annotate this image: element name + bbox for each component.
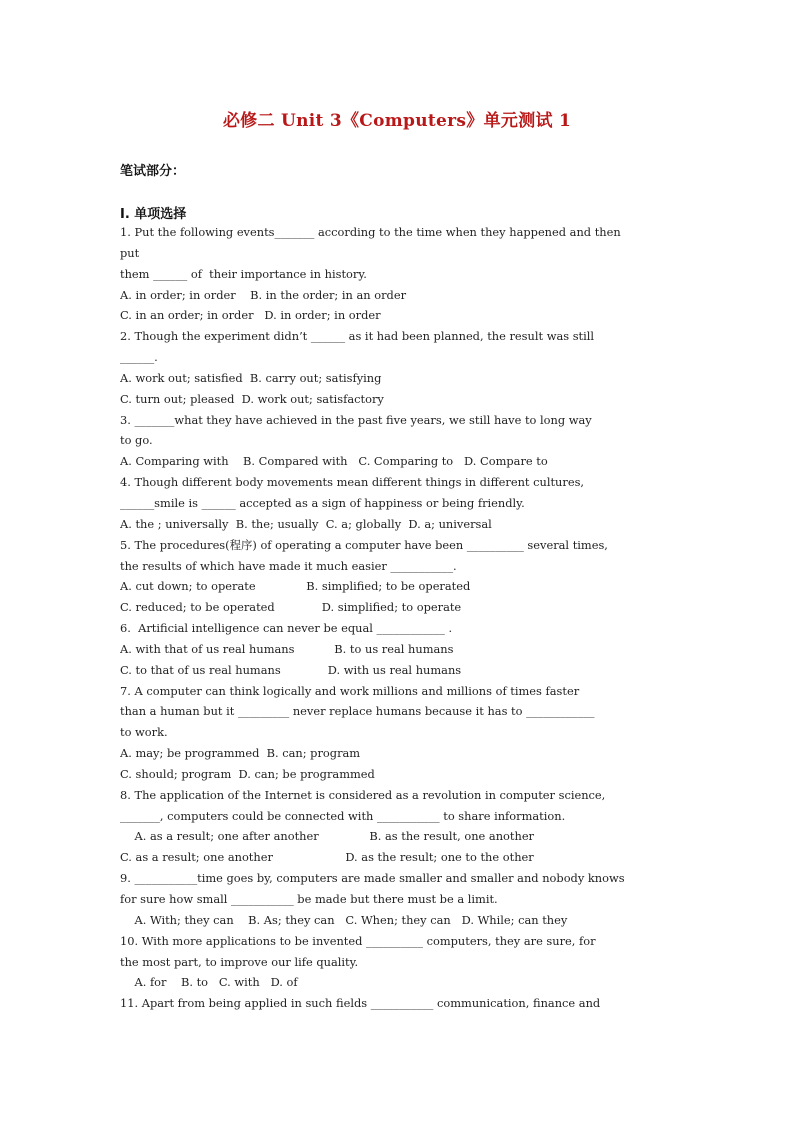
text-line: 7. A computer can think logically and work millions and millions of times faster bbox=[120, 683, 580, 698]
text-line: ______. bbox=[120, 350, 158, 365]
text-line: A. as a result; one after another B. as the result, one another bbox=[120, 829, 535, 844]
text-line: A. with that of us real humans B. to us real humans bbox=[120, 641, 454, 656]
section-heading-written: 笔试部分： bbox=[120, 164, 186, 179]
text-line: 6. Artificial intelligence can never be equal ____________ . bbox=[120, 621, 453, 636]
text-line: C. should; program D. can; be programmed bbox=[120, 766, 375, 781]
text-line: 1. Put the following events_______ according to the time when they happened and then bbox=[120, 225, 621, 239]
section-heading-choice: I. 单项选择 bbox=[120, 207, 187, 222]
text-line: A. the ; universally B. the; usually C. a; globally D. a; universal bbox=[120, 516, 492, 531]
text-line: A. work out; satisfied B. carry out; satisfying bbox=[120, 370, 382, 385]
text-line: ______smile is ______ accepted as a sign of happiness or being friendly. bbox=[120, 495, 525, 510]
text-line: C. turn out; pleased D. work out; satisfactory bbox=[120, 391, 384, 406]
text-line: 8. The application of the Internet is considered as a revolution in computer science, bbox=[120, 787, 606, 802]
text-line: 10. With more applications to be invented __________ computers, they are sure, for bbox=[120, 933, 596, 948]
text-line: C. reduced; to be operated D. simplified; to operate bbox=[120, 600, 462, 615]
text-line: A. for B. to C. with D. of bbox=[120, 975, 298, 990]
text-line: 4. Though different body movements mean different things in different cultures, bbox=[120, 475, 585, 490]
text-line: 3. _______what they have achieved in the past five years, we still have to long way bbox=[120, 412, 592, 427]
text-line: 11. Apart from being applied in such fields ___________ communication, finance and bbox=[120, 996, 601, 1011]
text-line: 9. ___________time goes by, computers are made smaller and smaller and nobody knows bbox=[120, 871, 625, 886]
text-line: 2. Though the experiment didn’t ______ as it had been planned, the result was still bbox=[120, 329, 595, 344]
text-line: to work. bbox=[120, 725, 168, 740]
text-line: C. to that of us real humans D. with us real humans bbox=[120, 662, 462, 677]
text-line: for sure how small ___________ be made but there must be a limit. bbox=[120, 892, 498, 906]
text-line: C. in an order; in order D. in order; in order bbox=[120, 308, 381, 323]
text-line: A. cut down; to operate B. simplified; to be operated bbox=[120, 579, 471, 594]
text-line: 5. The procedures(程序) of operating a computer have been __________ several times, bbox=[120, 537, 608, 552]
text-line: than a human but it _________ never replace humans because it has to ____________ bbox=[120, 704, 595, 719]
text-line: A. may; be programmed B. can; program bbox=[120, 746, 361, 761]
text-line: put bbox=[120, 245, 140, 260]
text-line: to go. bbox=[120, 433, 153, 448]
text-line: the most part, to improve our life quality. bbox=[120, 954, 359, 969]
text-line: C. as a result; one another D. as the result; one to the other bbox=[120, 850, 534, 865]
document-title: 必修二 Unit 3《Computers》单元测试 1 bbox=[222, 111, 572, 131]
text-line: A. in order; in order B. in the order; in an order bbox=[120, 287, 407, 302]
text-line: _______, computers could be connected with ___________ to share information. bbox=[120, 808, 566, 823]
text-line: A. With; they can B. As; they can C. When; they can D. While; can they bbox=[120, 912, 568, 927]
text-line: the results of which have made it much easier ___________. bbox=[120, 558, 457, 573]
text-line: them ______ of their importance in history. bbox=[120, 266, 367, 281]
text-line: A. Comparing with B. Compared with C. Comparing to D. Compare to bbox=[120, 454, 548, 469]
question-lines bbox=[120, 222, 674, 1014]
